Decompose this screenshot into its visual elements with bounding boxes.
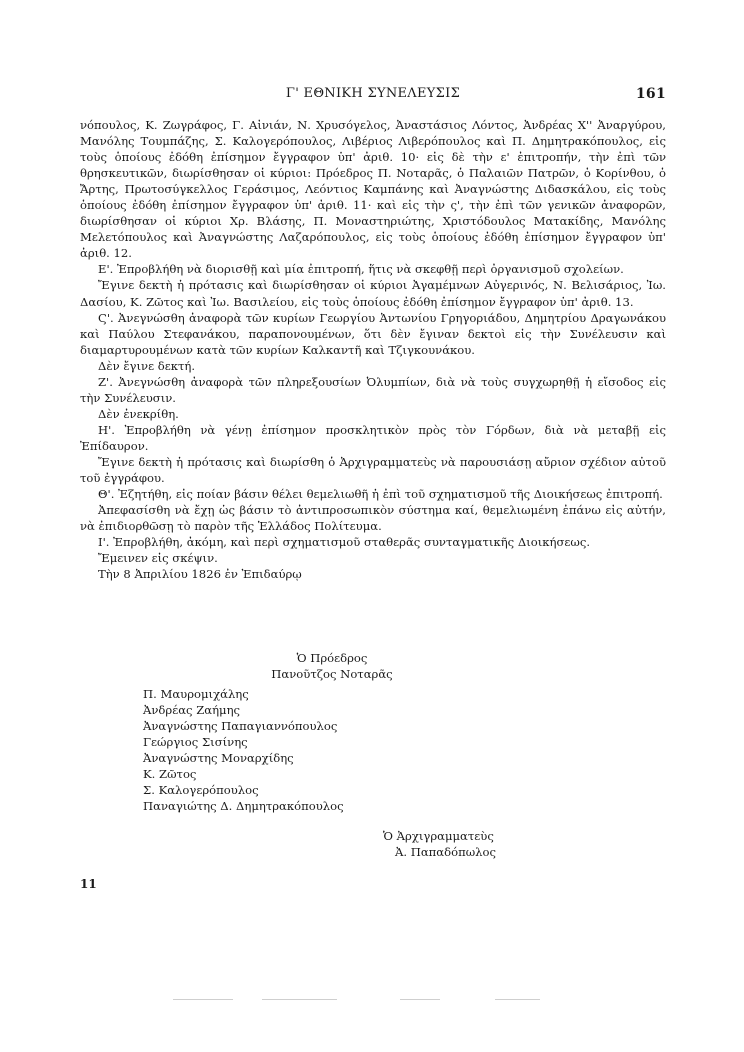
president-name: Πανοῦτζος Νοταρᾶς (271, 667, 393, 681)
running-header (80, 86, 666, 106)
signatory-name: Παναγιώτης Δ. Δημητρακόπουλος (143, 799, 344, 813)
bottom-scan-mark (400, 999, 440, 1000)
minutes-paragraph: Ε'. Ἐπροβλήθη νὰ διορισθῇ καὶ μία ἐπιτροπή, ἥτις νὰ σκεφθῇ περὶ ὀργανισμοῦ σχολείων. (98, 262, 624, 277)
minutes-body (80, 117, 666, 582)
signatory-name: Ἀνδρέας Ζαήμης (143, 703, 241, 717)
signatory-name: Ἀναγνώστης Παπαγιαννόπουλος (143, 719, 338, 733)
page-number: 161 (635, 86, 666, 102)
minutes-paragraph: Ἔμεινεν εἰς σκέψιν. (98, 551, 218, 566)
minutes-paragraph: Τὴν 8 Ἀπριλίου 1826 ἐν Ἐπιδαύρῳ (98, 567, 302, 582)
signatory-name: Π. Μαυρομιχάλης (143, 687, 249, 701)
bottom-scan-mark (495, 999, 540, 1000)
signatory-name: Γεώργιος Σισίνης (143, 735, 248, 749)
minutes-paragraph: Θ'. Ἐζητήθη, εἰς ποίαν βάσιν θέλει θεμελιωθῆ ἡ ἐπὶ τοῦ σχηματισμοῦ τῆς Διοικήσεως ἐπιτροπή. (98, 487, 663, 502)
minutes-paragraph: Ι'. Ἐπροβλήθη, ἀκόμη, καὶ περὶ σχηματισμοῦ σταθερᾶς συνταγματικῆς Διοικήσεως. (98, 535, 591, 550)
signatories-list (143, 686, 403, 814)
minutes-paragraph: Δὲν ἐνεκρίθη. (98, 406, 179, 421)
running-title: Γ' ΕΘΝΙΚΗ ΣΥΝΕΛΕΥΣΙΣ (285, 86, 461, 101)
minutes-paragraph: Ζ'. Ἀνεγνώσθη ἀναφορὰ τῶν πληρεξουσίων Ὀλυμπίων, διὰ νὰ τοὺς συγχωρηθῇ ἡ εἴσοδος εἰς τὴν Συνέλευσιν. (80, 374, 666, 405)
minutes-paragraph: Ἔγινε δεκτὴ ἡ πρότασις καὶ διωρίσθησαν οἱ κύριοι Ἀγαμέμνων Αὐγερινός, Ν. Βελισάριος, Ἰω. Δασίου, Κ. Ζῶτος καὶ Ἰω. Βασιλείου, εἰς τοὺς ὁποίους ἐδόθη ἐπίσημον ἔγγραφον ὑπ' ἀριθ. 13. (80, 278, 666, 309)
minutes-paragraph: Η'. Ἐπροβλήθη νὰ γένῃ ἐπίσημον προσκλητικὸν πρὸς τὸν Γόρδων, διὰ νὰ μεταβῇ εἰς Ἐπίδαυρον. (80, 422, 666, 453)
signatory-name: Σ. Καλογερόπουλος (143, 783, 259, 797)
secretary-name: Ἀ. Παπαδόπωλος (395, 845, 496, 859)
bottom-scan-mark (173, 999, 233, 1000)
president-signature (252, 650, 412, 682)
minutes-paragraph: νόπουλος, Κ. Ζωγράφος, Γ. Αἰνιάν, Ν. Χρυσόγελος, Ἀναστάσιος Λόντος, Ἀνδρέας Χ'' Ἀναργύρου, Μανόλης Τουμπάζης, Σ. Καλογερόπουλος, Λιβέριος Λιβερόπουλος καὶ Π. Δημητρακόπουλος, εἰς τοὺς ὁποίους ἐδόθη ἐπίσημον ἔγγραφον ὑπ' ἀριθ. 10· εἰς δὲ τὴν ε' ἐπιτροπήν, τὴν ἐπὶ τῶν θρησκευτικῶν, διωρίσθησαν οἱ κύριοι: Πρόεδρος Π. Νοταρᾶς, ὁ Παλαιῶν Πατρῶν, ὁ Κορίνθου, ὁ Ἄρτης, Πρωτοσύγκελλος Γεράσιμος, Λεόντιος Καμπάνης καὶ Ἀναγνώστης Διδασκάλου, εἰς τοὺς ὁποίους ἐδόθη ἐπίσημον ἔγγραφον ὑπ' ἀριθ. 11· καὶ εἰς τὴν ς', τὴν ἐπὶ τῶν γενικῶν ἀναφορῶν, διωρίσθησαν οἱ κύριοι Χρ. Βλάσης, Π. Μοναστηριώτης, Χριστόδουλος Ματακίδης, Μανόλης Μελετόπουλος καὶ Ἀναγνώστης Λαζαρόπουλος, εἰς τοὺς ὁποίους ἐδόθη ἐπίσημον ἔγγραφον ὑπ' ἀριθ. 12. (80, 118, 666, 261)
minutes-paragraph: Ϛ'. Ἀνεγνώσθη ἀναφορὰ τῶν κυρίων Γεωργίου Ἀντωνίου Γρηγοριάδου, Δημητρίου Δραγωνάκου καὶ Παύλου Στεφανάκου, παραπονουμένων, ὅτι δὲν ἔγιναν δεκτοὶ εἰς τὴν Συνέλευσιν καὶ διαμαρτυρουμένων κατὰ τῶν κυρίων Καλκαντῆ καὶ Τζιγκουνάκου. (80, 310, 666, 357)
minutes-paragraph: Ἀπεφασίσθη νὰ ἔχῃ ὡς βάσιν τὸ ἀντιπροσωπικὸν σύστημα καί, θεμελιωμένη ἐπάνω εἰς αὐτήν, νὰ ἐπιδιορθῶσῃ τὸ παρὸν τῆς Ἑλλάδος Πολίτευμα. (80, 503, 666, 534)
secretary-signature (383, 828, 583, 860)
secretary-role: Ὁ Ἀρχιγραμματεὺς (383, 829, 494, 843)
signatory-name: Ἀναγνώστης Μοναρχίδης (143, 751, 294, 765)
minutes-paragraph: Ἔγινε δεκτὴ ἡ πρότασις καὶ διωρίσθη ὁ Ἀρχιγραμματεὺς νὰ παρουσιάσῃ αὔριον σχέδιον αὐτοῦ τοῦ ἐγγράφου. (80, 454, 666, 486)
signatory-name: Κ. Ζῶτος (143, 767, 197, 781)
minutes-paragraph: Δὲν ἔγινε δεκτή. (98, 358, 196, 373)
bottom-scan-mark (262, 999, 337, 1000)
signature-mark: 11 (80, 877, 97, 891)
president-role: Ὁ Πρόεδρος (296, 651, 368, 665)
